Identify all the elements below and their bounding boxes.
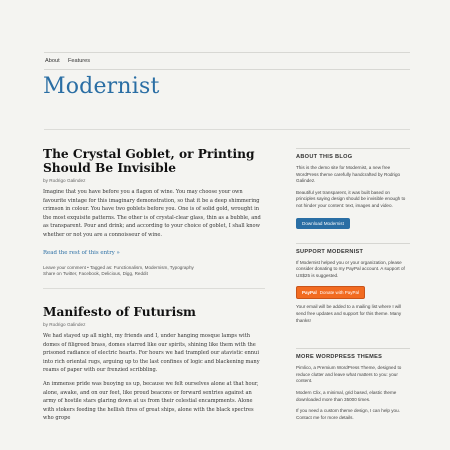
about-text-2: Beautiful yet transparent, it was built based on principles saying design should be invisible enough to not hinder your content: text, images and video. bbox=[296, 189, 406, 208]
theme-link-pimlico[interactable]: Pimlico, a Premium WordPress Theme, designed to reduce clutter and leave what matters to you: your content. bbox=[296, 365, 402, 384]
widget-divider bbox=[296, 243, 410, 244]
donate-paypal-button[interactable] bbox=[296, 286, 365, 299]
donate-label: Donate with PayPal bbox=[319, 290, 360, 296]
widget-title-more: MORE WORDPRESS THEMES bbox=[296, 354, 383, 361]
nav-item-features[interactable]: Features bbox=[68, 58, 91, 64]
top-navigation bbox=[44, 52, 410, 70]
custom-design-text[interactable]: If you need a custom theme design, I can help you. Contact me for more details. bbox=[296, 408, 400, 420]
support-text: If Modernist helped you or your organization, please consider donating to my PayPal account. A support of US$25 is suggested. bbox=[296, 259, 405, 278]
widget-title-about: ABOUT THIS BLOG bbox=[296, 154, 353, 160]
theme-link-modern-clix[interactable]: Modern Clix, a minimal, grid based, elastic theme downloaded more than 35000 times. bbox=[296, 389, 397, 402]
nav-item-about[interactable]: About bbox=[45, 58, 60, 64]
post-meta-share[interactable]: Share on Twitter, Facebook, Delicious, Digg, Reddit bbox=[43, 271, 148, 277]
read-more-link[interactable]: Read the rest of this entry » bbox=[43, 249, 120, 256]
header-divider bbox=[44, 129, 410, 130]
post-title[interactable]: Manifesto of Futurism bbox=[43, 304, 196, 319]
widget-title-support: SUPPORT MODERNIST bbox=[296, 248, 364, 255]
post-meta bbox=[43, 265, 265, 278]
download-button[interactable]: Download Modernist bbox=[296, 218, 350, 229]
post-separator bbox=[43, 288, 265, 289]
paypal-logo: PayPal bbox=[302, 290, 317, 296]
widget-divider bbox=[296, 348, 410, 349]
widget-divider bbox=[296, 148, 410, 149]
post-byline: by Rodrigo Galindez bbox=[43, 322, 86, 328]
post bbox=[43, 306, 265, 423]
site-title[interactable]: Modernist bbox=[43, 74, 160, 99]
about-text: This is the demo site for Modernist, a new free WordPress theme carefully handcrafted by Rodrigo Galindez. bbox=[296, 165, 401, 184]
post-byline: by Rodrigo Galindez bbox=[43, 178, 86, 183]
post-paragraph: An immense pride was buoying us up, because we felt ourselves alone at that hour, alone, awake, and on our feet, like proud beacons or forward sentries against an army of hostile stars glaring down at us from their celestial encampments. Alone with stokers feeding the hellish fires of great ships, alone with the black spectres who grope bbox=[43, 381, 259, 422]
post-meta-tags[interactable]: Leave your comment • Tagged as: Functionalism, Modernism, Typography bbox=[43, 264, 194, 270]
post-excerpt: Imagine that you have before you a flagon of wine. You may choose your own favourite vintage for this imaginary demonstration, so that it be a deep shimmering crimson in colour. You have two goblets before you. One is of solid gold, wrought in the most exquisite patterns. The other is of crystal-clear glass, thin as a bubble, and as transparent. Pour and drink; and according to your choice of goblet, I shall know whether or not you are a connoisseur of wine. bbox=[43, 189, 261, 238]
sidebar bbox=[296, 148, 410, 421]
support-note: Your email will be added to a mailing list where I will send free updates and support for this theme. Many thanks! bbox=[296, 304, 402, 323]
main-content bbox=[43, 148, 265, 423]
post-title[interactable]: The Crystal Goblet, or Printing Should Be Invisible bbox=[43, 147, 255, 175]
post-paragraph: We had stayed up all night, my friends and I, under hanging mosque lamps with domes of filigreed brass, domes starred like our spirits, shining like them with the prisoned radiance of electric hearts. For hours we had trampled our atavistic ennui into rich oriental rugs, arguing up to the last confines of logic and blackening many reams of paper with our frenzied scribbling. bbox=[43, 333, 260, 374]
